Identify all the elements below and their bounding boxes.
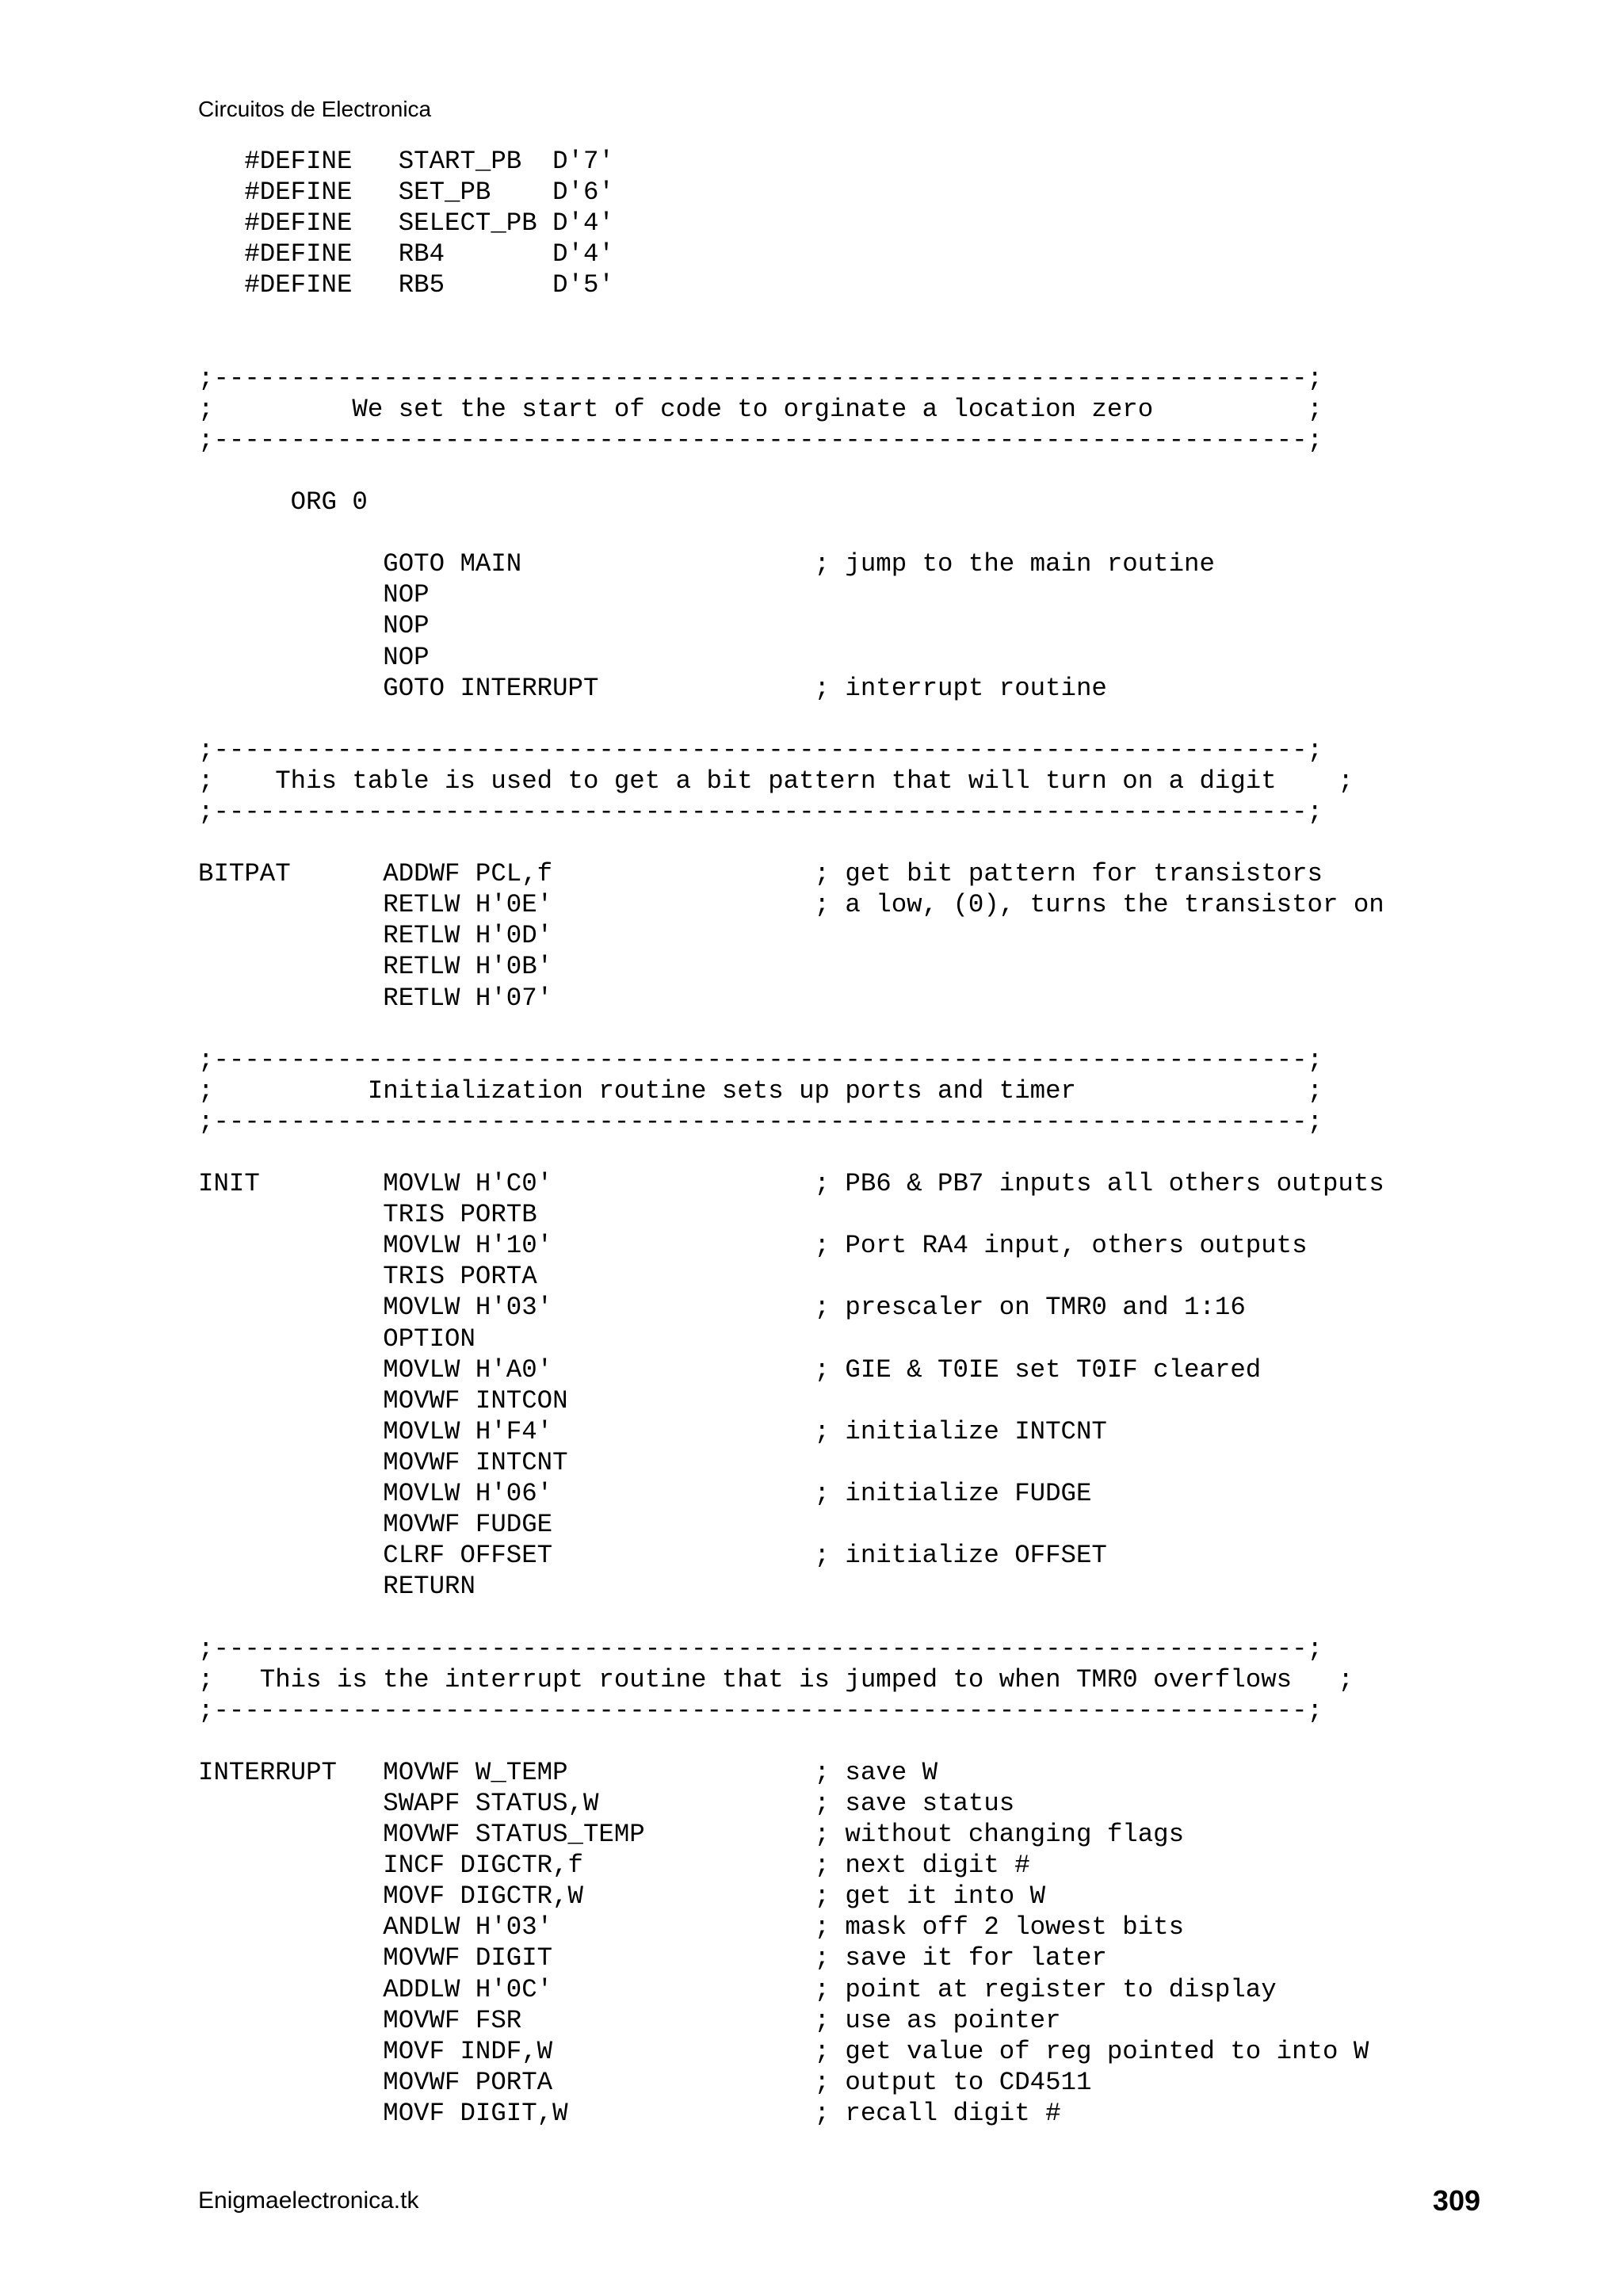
code-line: ADDLW H'0C' ; point at register to display (198, 1974, 1277, 2004)
code-line: MOVLW H'A0' ; GIE & T0IE set T0IF cleared (198, 1354, 1262, 1385)
code-line: ;-----------------------------------------------------------------------; (198, 425, 1323, 455)
code-line (198, 1137, 1384, 1168)
code-line: MOVLW H'10' ; Port RA4 input, others outputs (198, 1231, 1308, 1261)
code-line: NOP (198, 642, 430, 672)
page-number: 309 (1432, 2184, 1480, 2217)
code-line: ;-----------------------------------------------------------------------; (198, 1695, 1323, 1725)
code-line: #DEFINE RB5 D'5' (198, 270, 614, 300)
code-line: ;-----------------------------------------------------------------------; (198, 1633, 1323, 1664)
code-line: ;-----------------------------------------------------------------------; (198, 735, 1323, 765)
code-line: RETLW H'0D' (198, 921, 553, 951)
code-line: TRIS PORTB (198, 1200, 537, 1230)
code-line: MOVF DIGIT,W ; recall digit # (198, 2098, 1061, 2128)
code-line: MOVWF FUDGE (198, 1510, 553, 1540)
code-line: NOP (198, 580, 430, 610)
code-line: MOVWF INTCON (198, 1385, 568, 1415)
code-line: RETLW H'0B' (198, 952, 553, 982)
code-line: ;-----------------------------------------------------------------------; (198, 1106, 1323, 1137)
code-line: ORG 0 (198, 487, 368, 518)
code-line (198, 518, 1384, 548)
code-line: INIT MOVLW H'C0' ; PB6 & PB7 inputs all others outputs (198, 1169, 1384, 1199)
code-line: #DEFINE SELECT_PB D'4' (198, 208, 614, 239)
code-line: GOTO INTERRUPT ; interrupt routine (198, 673, 1107, 703)
code-line: ANDLW H'03' ; mask off 2 lowest bits (198, 1912, 1185, 1943)
code-line: CLRF OFFSET ; initialize OFFSET (198, 1541, 1107, 1571)
code-line: ; We set the start of code to orginate a location zero ; (198, 394, 1323, 424)
code-line: GOTO MAIN ; jump to the main routine (198, 549, 1215, 579)
code-line (198, 332, 1384, 363)
code-line: RETLW H'07' (198, 983, 553, 1013)
code-line: SWAPF STATUS,W ; save status (198, 1788, 1015, 1818)
code-line: ;-----------------------------------------------------------------------; (198, 1045, 1323, 1075)
code-line (198, 827, 1384, 858)
code-line: NOP (198, 611, 430, 641)
code-line: #DEFINE START_PB D'7' (198, 147, 614, 176)
code-line: MOVLW H'03' ; prescaler on TMR0 and 1:16 (198, 1293, 1246, 1323)
code-line: RETLW H'0E' ; a low, (0), turns the transistor on (198, 890, 1384, 920)
code-line: MOVWF DIGIT ; save it for later (198, 1943, 1107, 1973)
code-line: #DEFINE RB4 D'4' (198, 239, 614, 269)
code-line (198, 1602, 1384, 1633)
code-line: ;-----------------------------------------------------------------------; (198, 797, 1323, 827)
code-line (198, 1014, 1384, 1045)
code-line: ;-----------------------------------------------------------------------; (198, 363, 1323, 393)
code-line: BITPAT ADDWF PCL,f ; get bit pattern for transistors (198, 859, 1323, 889)
code-line: MOVF INDF,W ; get value of reg pointed to into W (198, 2036, 1369, 2066)
code-line: MOVWF FSR ; use as pointer (198, 2005, 1061, 2035)
code-line (198, 704, 1384, 735)
code-line: TRIS PORTA (198, 1262, 537, 1292)
code-line: MOVLW H'F4' ; initialize INTCNT (198, 1416, 1107, 1446)
code-line: INTERRUPT MOVWF W_TEMP ; save W (198, 1757, 938, 1787)
code-line: ; This table is used to get a bit pattern that will turn on a digit ; (198, 766, 1354, 796)
code-line: #DEFINE SET_PB D'6' (198, 178, 614, 208)
code-line (198, 300, 1384, 331)
code-line: MOVWF STATUS_TEMP ; without changing flags (198, 1820, 1185, 1850)
code-line: OPTION (198, 1324, 475, 1354)
footer-site: Enigmaelectronica.tk (198, 2187, 419, 2214)
code-line: MOVWF INTCNT (198, 1447, 568, 1477)
code-line: INCF DIGCTR,f ; next digit # (198, 1851, 1030, 1881)
code-line: MOVWF PORTA ; output to CD4511 (198, 2067, 1092, 2097)
code-line: RETURN (198, 1572, 475, 1602)
code-line (198, 456, 1384, 487)
code-line: ; This is the interrupt routine that is jumped to when TMR0 overflows ; (198, 1664, 1354, 1694)
code-line: MOVF DIGCTR,W ; get it into W (198, 1881, 1046, 1912)
page-header: Circuitos de Electronica (198, 97, 432, 121)
code-line: MOVLW H'06' ; initialize FUDGE (198, 1479, 1092, 1509)
code-line (198, 1726, 1384, 1757)
code-line: ; Initialization routine sets up ports and timer ; (198, 1075, 1323, 1106)
code-listing (198, 146, 1384, 2129)
